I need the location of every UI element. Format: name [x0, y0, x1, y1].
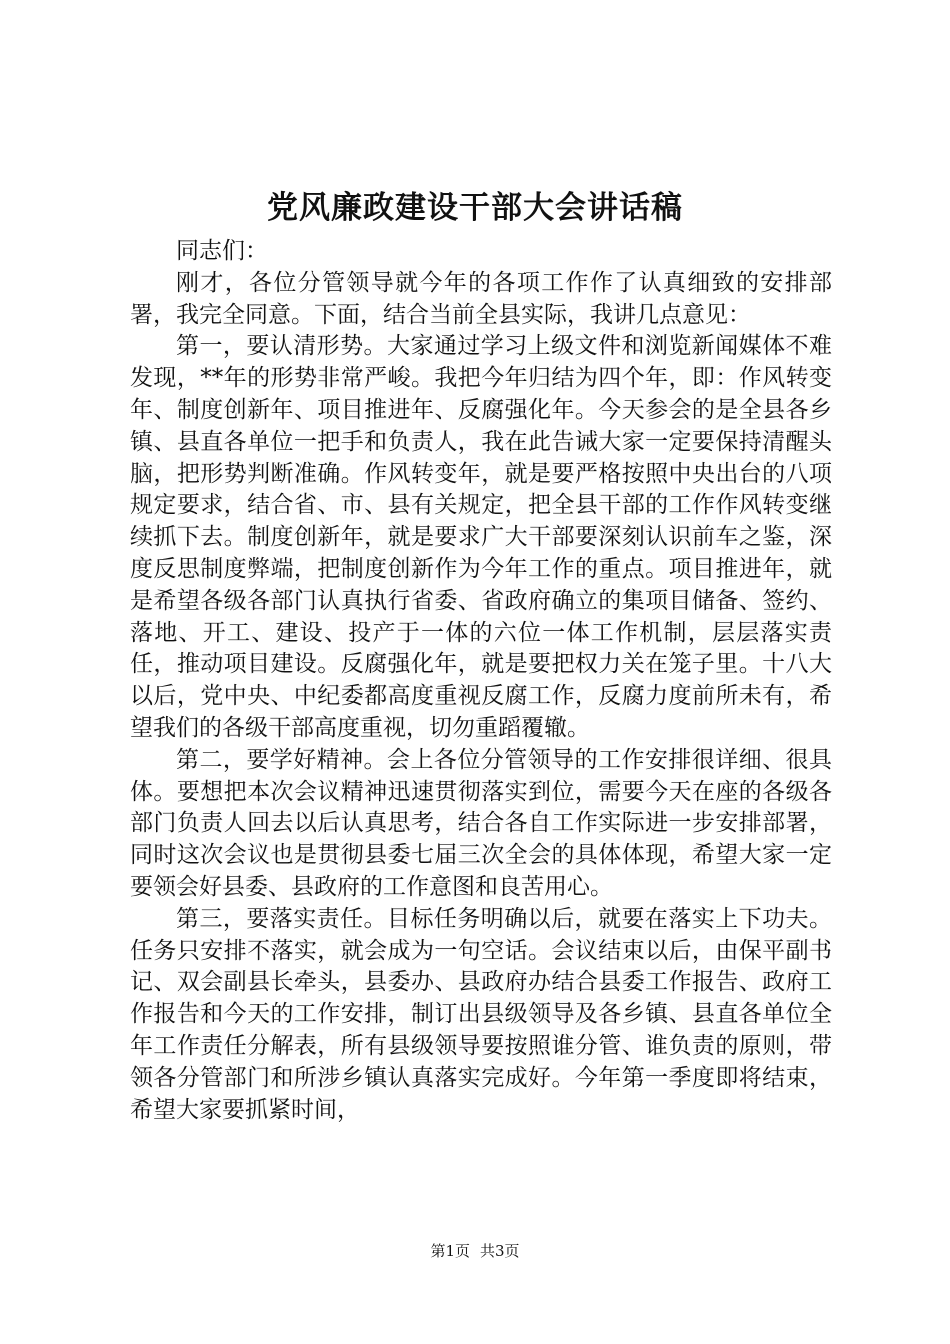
paragraph-second-point: 第二，要学好精神。会上各位分管领导的工作安排很详细、很具体。要想把本次会议精神迅速贯彻落实到位，需要今天在座的各级各部门负责人回去以后认真思考，结合各自工作实际进一步安排部署，同时这次会议也是贯彻县委七届三次全会的具体体现，希望大家一定要领会好县委、县政府的工作意图和良苦用心。	[130, 746, 832, 900]
document-title: 党风廉政建设干部大会讲话稿	[267, 190, 683, 226]
paragraph-third-point: 第三，要落实责任。目标任务明确以后，就要在落实上下功夫。任务只安排不落实，就会成为一句空话。会议结束以后，由保平副书记、双会副县长牵头，县委办、县政府办结合县委工作报告、政府工作报告和今天的工作安排，制订出县级领导及各乡镇、县直各单位全年工作责任分解表，所有县级领导要按照谁分管、谁负责的原则，带领各分管部门和所涉乡镇认真落实完成好。今年第一季度即将结束，希望大家要抓紧时间，	[130, 905, 832, 1123]
page-footer	[0, 1240, 950, 1262]
page-total: 共3页	[480, 1242, 520, 1260]
document-body	[130, 236, 832, 1126]
paragraph-intro: 刚才，各位分管领导就今年的各项工作作了认真细致的安排部署，我完全同意。下面，结合当前全县实际，我讲几点意见：	[130, 269, 832, 328]
salutation: 同志们：	[176, 238, 268, 264]
page-number: 第1页	[430, 1242, 470, 1260]
paragraph-first-point: 第一，要认清形势。大家通过学习上级文件和浏览新闻媒体不难发现，**年的形势非常严峻。我把今年归结为四个年，即：作风转变年、制度创新年、项目推进年、反腐强化年。今天参会的是全县各乡镇、县直各单位一把手和负责人，我在此告诫大家一定要保持清醒头脑，把形势判断准确。作风转变年，就是要严格按照中央出台的八项规定要求，结合省、市、县有关规定，把全县干部的工作作风转变继续抓下去。制度创新年，就是要求广大干部要深刻认识前车之鉴，深度反思制度弊端，把制度创新作为今年工作的重点。项目推进年，就是希望各级各部门认真执行省委、省政府确立的集项目储备、签约、落地、开工、建设、投产于一体的六位一体工作机制，层层落实责任，推动项目建设。反腐强化年，就是要把权力关在笼子里。十八大以后，党中央、中纪委都高度重视反腐工作，反腐力度前所未有，希望我们的各级干部高度重视，切勿重蹈覆辙。	[130, 333, 832, 741]
